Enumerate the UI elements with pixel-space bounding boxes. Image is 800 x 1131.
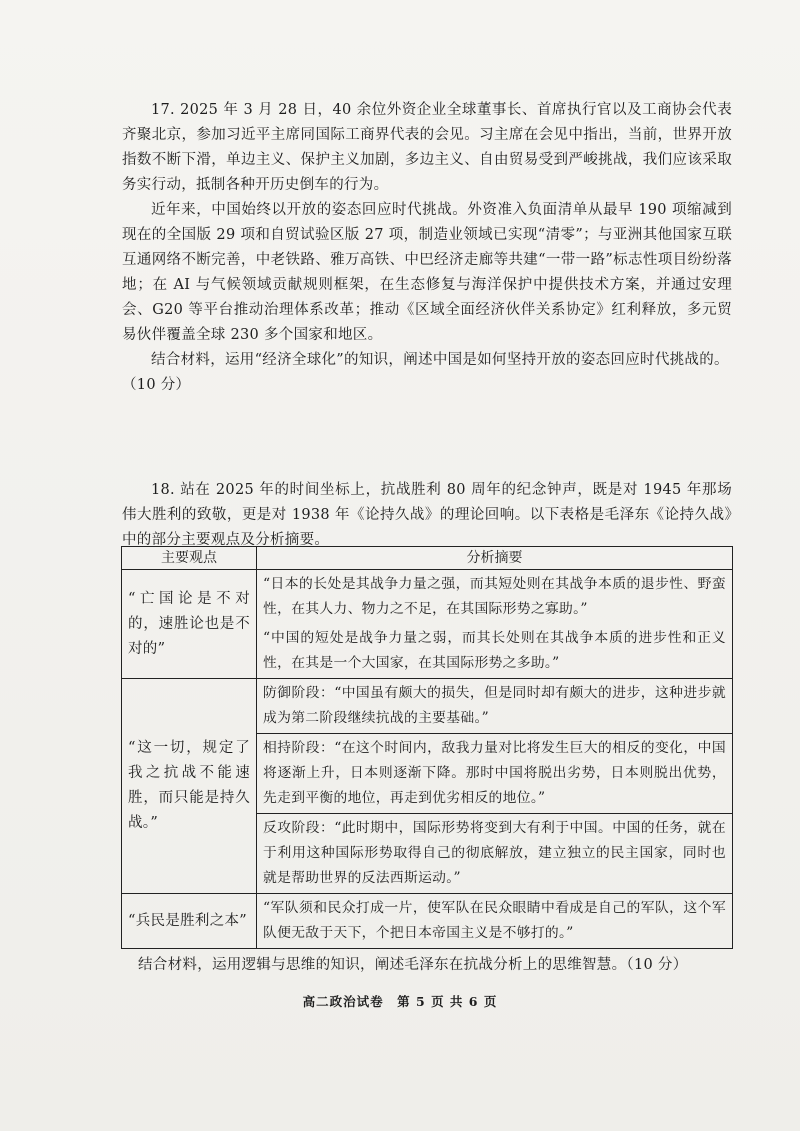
analysis-item <box>257 624 732 678</box>
table-row <box>122 570 733 679</box>
viewpoint-text: “这一切，规定了我之抗战不能速胜，而只能是持久战。” <box>128 740 250 831</box>
analysis-cell <box>257 894 733 949</box>
analysis-cell <box>257 570 733 679</box>
analysis-text: “军队须和民众打成一片，使军队在民众眼睛中看成是自己的军队，这个军队便无敌于天下，个把日本帝国主义是不够打的。” <box>263 900 726 941</box>
q17-task: 结合材料，运用“经济全球化”的知识，阐述中国是如何坚持开放的姿态回应时代挑战的。 <box>151 352 729 368</box>
viewpoint-cell <box>122 894 257 949</box>
table-row <box>122 679 733 894</box>
analysis-text: “中国的短处是战争力量之弱，而其长处则在其战争本质的进步性和正义性，在其是一个大国家，在其国际形势之多助。” <box>263 630 726 671</box>
table-header-row <box>122 547 733 570</box>
q17-paragraph-1: 17. 2025 年 3 月 28 日，40 余位外资企业全球董事长、首席执行官以及工商协会代表齐聚北京，参加习近平主席同国际工商界代表的会见。习主席在会见中指出，当前，世界开放指数不断下滑，单边主义、保护主义加剧，多边主义、自由贸易受到严峻挑战，我们应该采取务实行动，抵制各种开历史倒车的行为。 <box>122 102 732 193</box>
analysis-table <box>121 546 733 949</box>
question-17 <box>122 98 732 398</box>
viewpoint-cell <box>122 570 257 679</box>
q17-paragraph-2: 近年来，中国始终以开放的姿态回应时代挑战。外资准入负面清单从最早 190 项缩减到现在的全国版 29 项和自贸试验区版 27 项，制造业领域已实现“清零”；与亚洲其他国家互联互通网络不断完善，中老铁路、雅万高铁、中巴经济走廊等共建“一带一路”标志性项目纷纷落地；在 AI 与气候领域贡献规则框架，在生态修复与海洋保护中提供技术方案，并通过安理会、G20 等平台推动治理体系改革；推动《区域全面经济伙伴关系协定》红利释放，多元贸易伙伴覆盖全球 230 多个国家和地区。 <box>122 202 732 343</box>
analysis-item <box>257 894 732 948</box>
page-footer: 高二政治试卷 第 5 页 共 6 页 <box>302 994 498 1009</box>
viewpoint-text: “亡国论是不对的，速胜论也是不对的” <box>128 590 250 657</box>
q18-task-block <box>138 953 738 978</box>
analysis-item <box>257 814 732 893</box>
viewpoint-cell <box>122 679 257 894</box>
analysis-item <box>257 734 732 814</box>
header-analysis: 分析摘要 <box>257 547 733 570</box>
analysis-text: “日本的长处是其战争力量之强，而其短处则在其战争本质的退步性、野蛮性，在其人力、物力之不足，在其国际形势之寡助。” <box>263 576 726 617</box>
analysis-item <box>257 570 732 624</box>
q17-score: （10 分） <box>122 377 191 393</box>
analysis-text: 反攻阶段：“此时期中，国际形势将变到大有利于中国。中国的任务，就在于利用这种国际形势取得自己的彻底解放，建立独立的民主国家，同时也就是帮助世界的反法西斯运动。” <box>263 820 726 886</box>
analysis-text: 防御阶段：“中国虽有颇大的损失，但是同时却有颇大的进步，这种进步就成为第二阶段继续抗战的主要基础。” <box>263 685 726 726</box>
analysis-item <box>257 679 732 734</box>
table-row <box>122 894 733 949</box>
analysis-text: 相持阶段：“在这个时间内，敌我力量对比将发生巨大的相反的变化，中国将逐渐上升，日本则逐渐下降。那时中国将脱出劣势，日本则脱出优势，先走到平衡的地位，再走到优劣相反的地位。” <box>263 740 726 806</box>
viewpoint-text: “兵民是胜利之本” <box>128 912 248 929</box>
question-18 <box>122 478 732 553</box>
analysis-cell <box>257 679 733 894</box>
q18-intro: 18. 站在 2025 年的时间坐标上，抗战胜利 80 周年的纪念钟声，既是对 1945 年那场伟大胜利的致敬，更是对 1938 年《论持久战》的理论回响。以下表格是毛泽东《论持久战》中的部分主要观点及分析摘要。 <box>122 482 732 548</box>
q18-task: 结合材料，运用逻辑与思维的知识，阐述毛泽东在抗战分析上的思维智慧。（10 分） <box>138 957 688 973</box>
header-viewpoint: 主要观点 <box>122 547 257 570</box>
